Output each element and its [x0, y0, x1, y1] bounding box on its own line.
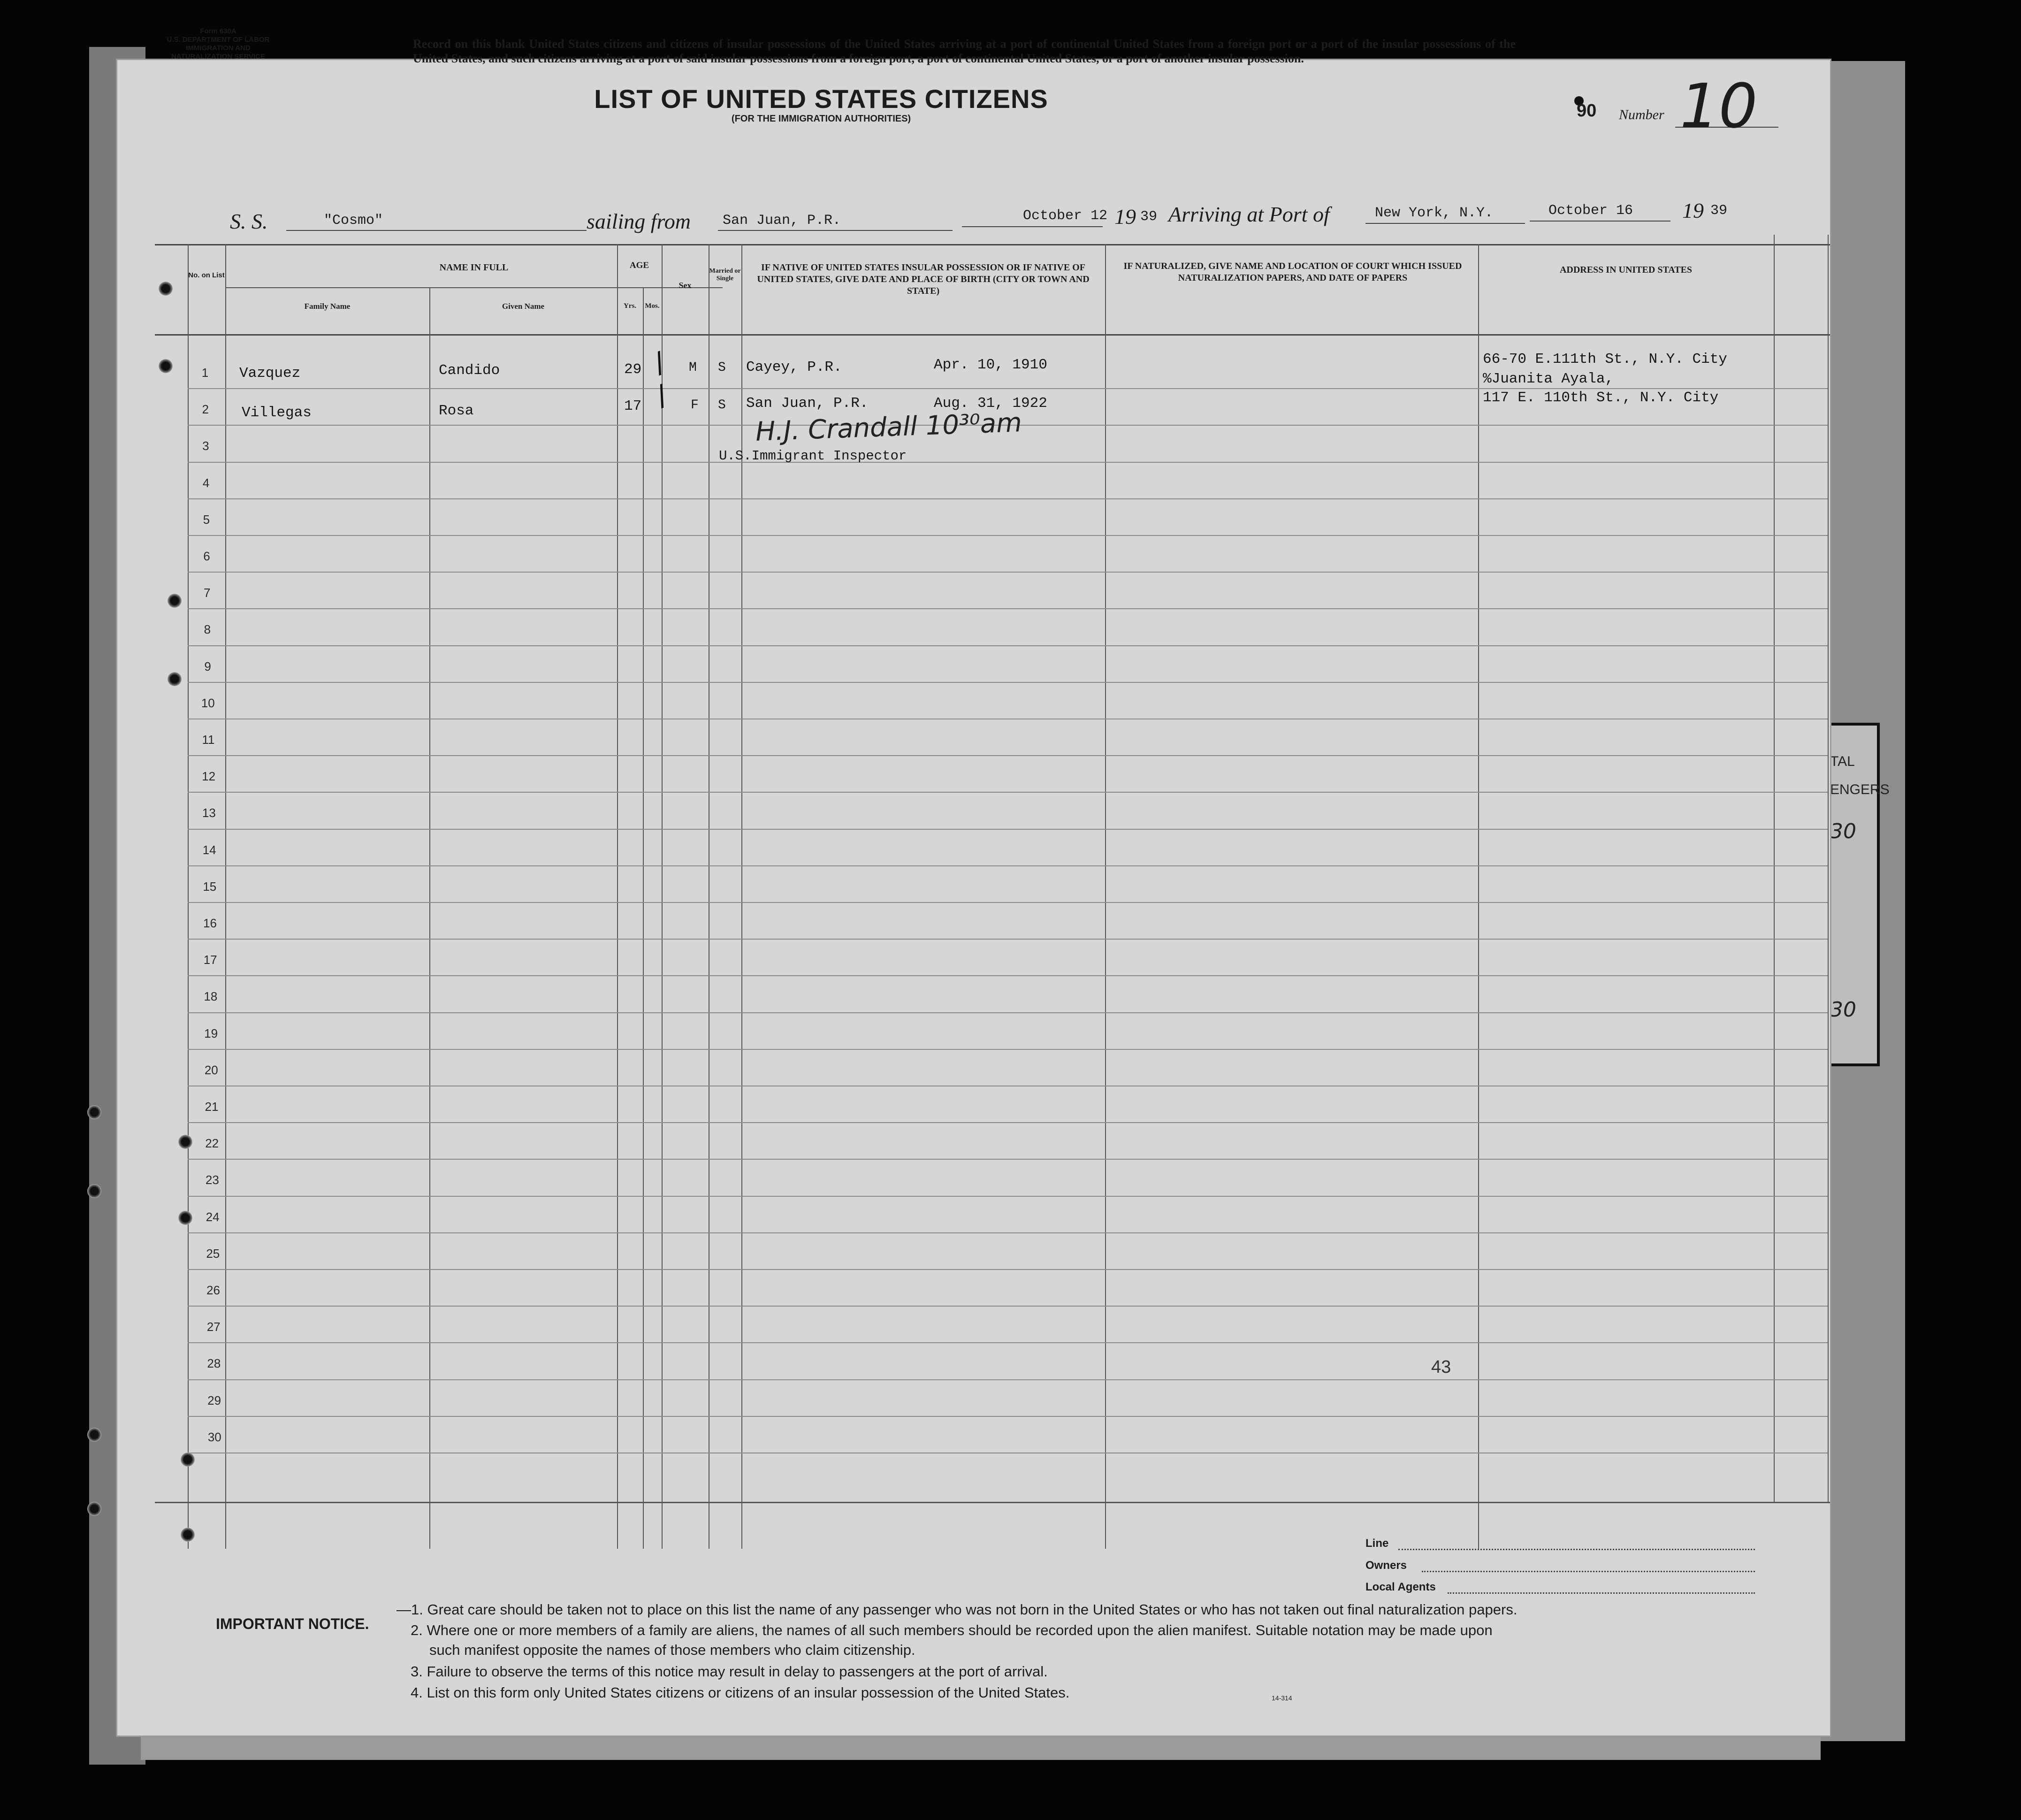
col-header-age: AGE	[629, 260, 649, 270]
row-rule	[188, 645, 1828, 646]
family-name-cell: Vazquez	[239, 365, 301, 382]
line-number: 5	[203, 512, 210, 527]
row-rule	[188, 829, 1828, 830]
department-name: U.S. DEPARTMENT OF LABOR	[167, 36, 270, 44]
header-subdivider	[225, 287, 723, 288]
row-rule	[188, 1196, 1828, 1197]
binder-hole	[168, 672, 182, 686]
birth-place-cell: Cayey, P.R.	[746, 359, 842, 375]
line-number: 11	[202, 733, 215, 747]
line-number: 20	[204, 1063, 218, 1077]
row-rule	[188, 865, 1828, 866]
column-divider	[188, 244, 189, 1549]
col-header-address: ADDRESS IN UNITED STATES	[1559, 265, 1693, 275]
given-name-cell: Candido	[439, 362, 500, 379]
line-number: 28	[207, 1356, 221, 1371]
arrival-underline	[1530, 221, 1670, 222]
row-rule	[188, 1122, 1828, 1123]
line-number: 9	[204, 659, 211, 673]
sex-cell: M	[689, 360, 697, 375]
ship-underline	[286, 230, 587, 231]
birth-date-cell: Apr. 10, 1910	[934, 357, 1047, 373]
line-number: 14	[202, 842, 216, 857]
col-header-marital: Married or Single	[709, 268, 741, 282]
line-number: 23	[205, 1173, 219, 1187]
arriving-label: Arriving at Port of	[1168, 202, 1330, 226]
form-instructions: Record on this blank United States citizens and citizens of insular possessions of the United States arriving at a port of continental United States from a foreign port or a port of the insular possessions of the United States, and such citizens arriving at a port of said insular possessions from a foreign port, a port of continental United States, or a port of another insular possession.	[413, 37, 1516, 65]
column-divider	[662, 244, 663, 1549]
row-rule	[188, 1159, 1828, 1160]
line-number: 21	[205, 1100, 219, 1114]
address-cell: 117 E. 110th St., N.Y. City	[1483, 390, 1719, 406]
sex-cell: F	[691, 398, 699, 413]
year-prefix: 19	[1682, 199, 1704, 222]
page-subtitle: (FOR THE IMMIGRATION AUTHORITIES)	[731, 114, 911, 124]
col-header-birth: IF NATIVE OF UNITED STATES INSULAR POSSESSION OR IF NATIVE OF UNITED STATES, GIVE DATE AND PLACE OF BIRTH (CITY OR TOWN AND STATE)	[757, 262, 1090, 296]
column-divider	[429, 287, 430, 1549]
line-number: 12	[202, 769, 216, 784]
port-underline	[1365, 223, 1525, 224]
line-number: 17	[203, 953, 217, 967]
row-rule	[188, 535, 1828, 536]
binder-hole	[87, 1428, 101, 1442]
row-rule	[188, 1306, 1828, 1307]
binder-hole	[181, 1528, 195, 1542]
line-number: 29	[207, 1393, 221, 1407]
departure-year: 39	[1140, 209, 1158, 225]
row-rule	[188, 975, 1828, 976]
row-rule	[188, 1012, 1828, 1013]
line-number: 27	[206, 1320, 221, 1334]
year-prefix: 19	[1114, 205, 1136, 229]
column-divider	[1828, 235, 1829, 1502]
table-header-border	[155, 334, 1830, 336]
row-rule	[188, 608, 1828, 609]
notice-item: 3. Failure to observe the terms of this notice may result in delay to passengers at the port of arrival.	[411, 1663, 1048, 1680]
row-rule	[188, 682, 1828, 683]
line-number: 4	[202, 475, 210, 490]
notice-title: IMPORTANT NOTICE.	[216, 1615, 369, 1632]
line-number: 7	[203, 586, 211, 600]
col-header-naturalized: IF NATURALIZED, GIVE NAME AND LOCATION OF COURT WHICH ISSUED NATURALIZATION PAPERS, AND DATE OF PAPERS	[1123, 261, 1462, 283]
stamp-number: 43	[1431, 1357, 1451, 1377]
line-number: 15	[203, 879, 217, 894]
col-header-mos: Mos.	[645, 302, 660, 310]
agents-label: Local Agents	[1365, 1581, 1436, 1593]
arrival-date: October 16	[1548, 203, 1633, 219]
line-number: 19	[204, 1026, 218, 1040]
address-cell: 66-70 E.111th St., N.Y. City	[1483, 351, 1727, 367]
line-number: 10	[201, 696, 215, 710]
side-tab-label: ENGERS	[1830, 782, 1890, 797]
row-rule	[188, 755, 1828, 756]
form-agency-block	[141, 27, 296, 61]
ship-name: "Cosmo"	[324, 213, 383, 229]
row-rule	[188, 1342, 1828, 1343]
line-number: 2	[202, 402, 209, 417]
col-header-yrs: Yrs.	[623, 302, 637, 310]
notice-item: 4. List on this form only United States citizens or citizens of an insular possession of the United States.	[411, 1684, 1070, 1701]
agents-rule	[1448, 1592, 1755, 1594]
binder-hole	[178, 1211, 192, 1225]
table-top-border	[155, 244, 1830, 245]
row-rule	[188, 1269, 1828, 1270]
line-number: 26	[206, 1283, 220, 1297]
binder-hole	[87, 1105, 101, 1119]
list-number: 10	[1680, 70, 1758, 142]
col-header-given: Given Name	[502, 302, 545, 311]
column-divider	[1478, 244, 1479, 1549]
form-number: Form 630A	[200, 27, 236, 35]
row-rule	[188, 572, 1828, 573]
binder-hole	[159, 359, 173, 373]
row-rule	[188, 939, 1828, 940]
number-label: Number	[1619, 107, 1664, 122]
binder-hole	[178, 1135, 192, 1149]
column-divider	[225, 244, 226, 1549]
line-number: 8	[204, 622, 211, 637]
line-number: 25	[206, 1246, 220, 1261]
column-divider	[741, 244, 742, 1549]
row-rule	[188, 1379, 1828, 1380]
owners-label: Owners	[1365, 1559, 1407, 1572]
row-rule	[188, 388, 1828, 389]
family-name-cell: Villegas	[242, 405, 312, 421]
arrival-port: New York, N.Y.	[1375, 205, 1494, 221]
notice-item: such manifest opposite the names of those members who claim citizenship.	[429, 1642, 915, 1658]
col-header-family: Family Name	[304, 302, 351, 311]
marital-cell: S	[718, 398, 726, 413]
service-name: IMMIGRATION AND	[186, 44, 251, 52]
print-code: 14-314	[1272, 1694, 1292, 1702]
address-cell: %Juanita Ayala,	[1483, 371, 1614, 387]
binder-hole	[159, 282, 173, 296]
age-cell: 29	[624, 361, 642, 378]
binder-hole	[87, 1184, 101, 1198]
notice-item: 2. Where one or more members of a family are aliens, the names of all such members should be recorded upon the alien manifest. Suitable notation may be made upon	[411, 1622, 1493, 1638]
row-rule	[188, 792, 1828, 793]
binder-hole	[87, 1502, 101, 1516]
departure-date: October 12	[1023, 208, 1108, 224]
manifest-sheet	[117, 60, 1830, 1736]
binder-hole	[168, 594, 182, 608]
line-number: 18	[204, 989, 218, 1004]
column-divider	[643, 287, 644, 1549]
line-number: 1	[201, 366, 209, 380]
row-rule	[188, 462, 1828, 463]
ditto-mark: /	[649, 345, 670, 380]
line-number: 22	[205, 1136, 219, 1151]
row-rule	[188, 1416, 1828, 1417]
arrival-year: 39	[1710, 203, 1728, 219]
table-bottom-border	[155, 1502, 1830, 1503]
inspector-signature: H.J. Crandall 10³⁰am	[755, 407, 1022, 447]
col-header-name: NAME IN FULL	[439, 262, 509, 273]
col-header-no: No. on List	[188, 271, 225, 279]
line-label: Line	[1365, 1537, 1389, 1550]
column-divider	[1105, 244, 1106, 1549]
line-number: 30	[207, 1430, 221, 1444]
inspector-title: U.S.Immigrant Inspector	[719, 448, 907, 464]
notice-item: —1. Great care should be taken not to place on this list the name of any passenger who was not born in the United States or who has not taken out final naturalization papers.	[397, 1601, 1518, 1618]
line-number: 3	[202, 439, 209, 453]
sheet-prefix: 90	[1577, 101, 1597, 121]
owners-rule	[1422, 1571, 1755, 1572]
service-name: NATURALIZATION SERVICE	[171, 53, 265, 61]
origin-port: San Juan, P.R.	[723, 213, 841, 229]
row-rule	[188, 1232, 1828, 1233]
line-number: 16	[203, 916, 217, 930]
row-rule	[188, 1049, 1828, 1050]
line-rule	[1398, 1549, 1755, 1550]
birth-date-cell: Aug. 31, 1922	[934, 395, 1047, 412]
binder-hole	[181, 1453, 195, 1467]
birth-place-cell: San Juan, P.R.	[746, 395, 869, 412]
page-title: LIST OF UNITED STATES CITIZENS	[594, 84, 1048, 114]
sailing-label: sailing from	[587, 209, 691, 233]
ditto-mark: /	[651, 378, 672, 413]
marital-cell: S	[718, 360, 726, 375]
side-tab-label: TAL	[1830, 754, 1855, 769]
origin-underline	[718, 230, 953, 231]
side-tab-value: 30	[1830, 998, 1856, 1022]
given-name-cell: Rosa	[439, 403, 474, 419]
side-tab-value: 30	[1830, 819, 1856, 843]
line-number: 13	[202, 806, 216, 820]
departure-underline	[962, 226, 1103, 227]
age-cell: 17	[624, 398, 642, 414]
line-number: 6	[203, 549, 210, 563]
column-divider	[617, 244, 618, 1549]
col-header-sex: Sex	[679, 281, 692, 290]
line-number: 24	[206, 1209, 220, 1224]
ss-label: S. S.	[230, 209, 268, 233]
row-rule	[188, 498, 1828, 499]
row-rule	[188, 902, 1828, 903]
